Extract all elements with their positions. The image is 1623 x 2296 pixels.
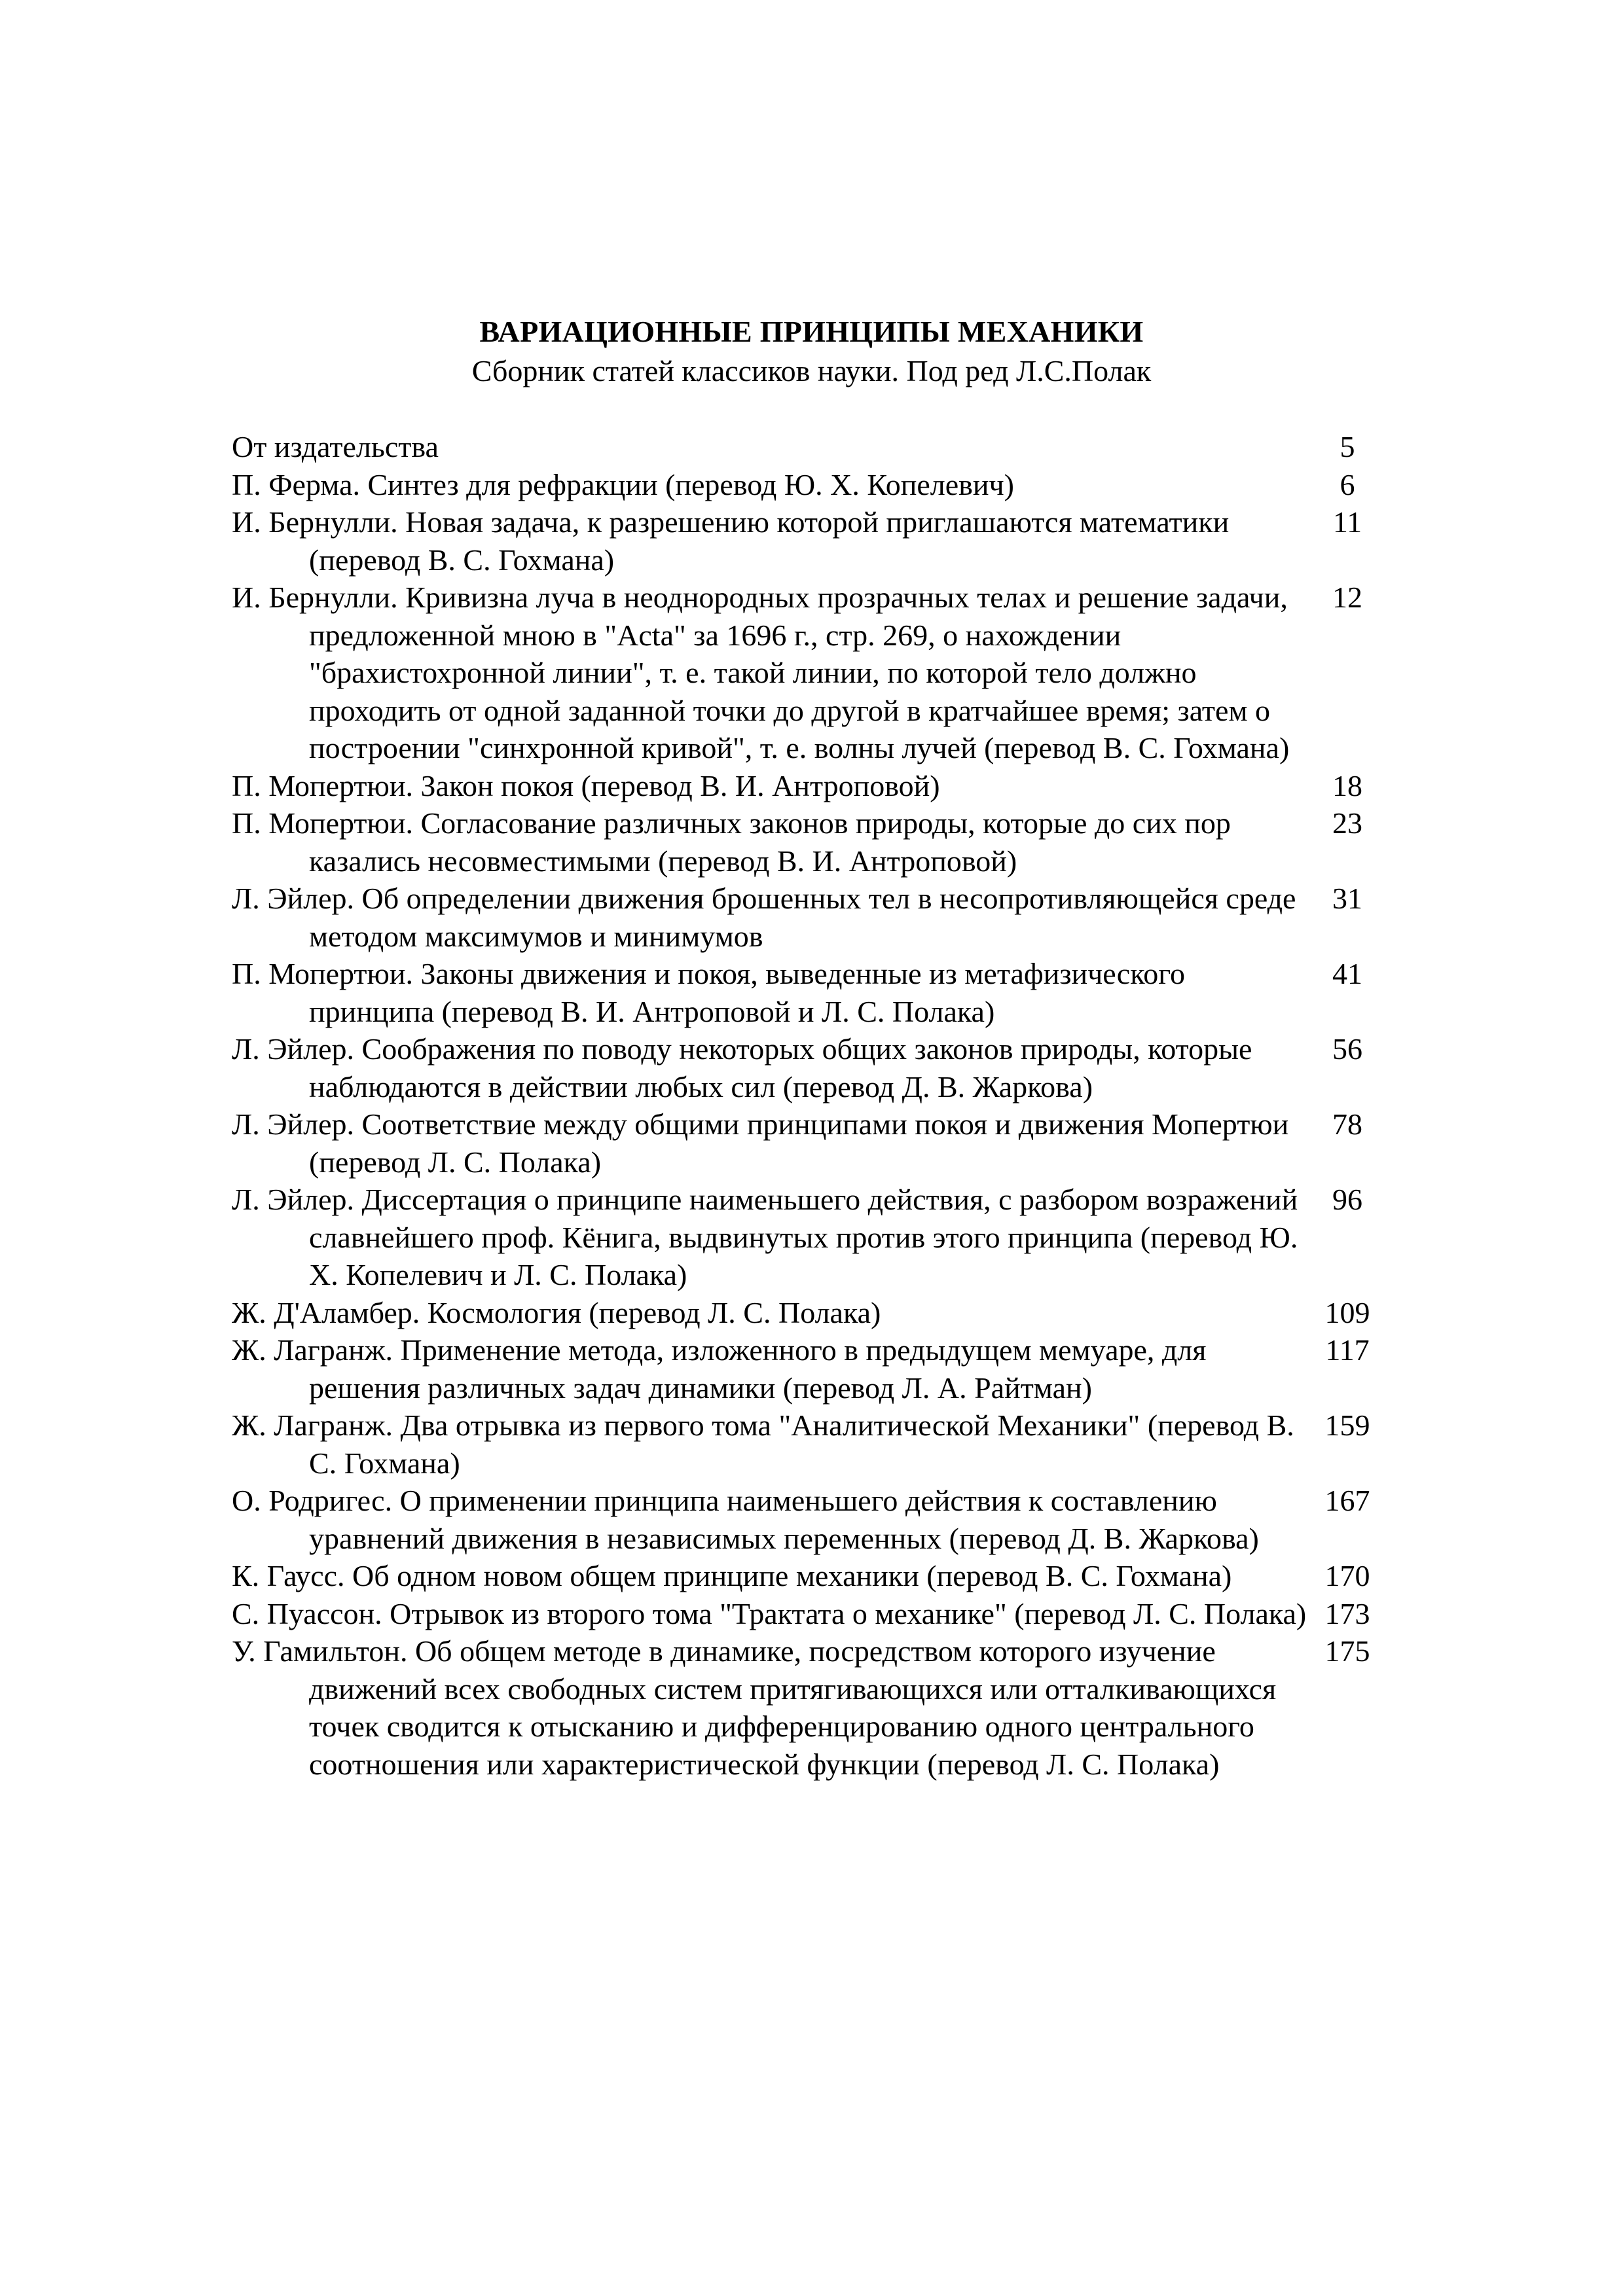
toc-entry-title: И. Бернулли. Новая задача, к разрешению которой приглашаются математики (перевод В. С. Гохмана) [232, 505, 1230, 577]
toc-entry-title: К. Гаусс. Об одном новом общем принципе механики (перевод В. С. Гохмана) [232, 1559, 1232, 1592]
toc-entry-title: Л. Эйлер. Об определении движения брошенных тел в несопротивляющейся среде методом максимумов и минимумов [232, 882, 1296, 953]
toc-entry-page: 173 [1324, 1596, 1370, 1630]
page-subtitle: Сборник статей классиков науки. Под ред Л.С.Полак [471, 354, 1152, 387]
toc-entry-page: 109 [1324, 1295, 1370, 1329]
toc-entry-page: 41 [1332, 957, 1362, 990]
page-title: ВАРИАЦИОННЫЕ ПРИНЦИПЫ МЕХАНИКИ [479, 315, 1144, 348]
toc-entry-page: 56 [1332, 1032, 1362, 1066]
toc-entry-page: 31 [1332, 882, 1362, 915]
toc-entry-title: От издательства [232, 430, 439, 463]
toc-entry-page: 167 [1324, 1484, 1370, 1517]
toc-entry [232, 880, 1388, 955]
toc-entry-title: Ж. Д'Аламбер. Космология (перевод Л. С. Полака) [232, 1295, 881, 1329]
toc-entry-title: П. Ферма. Синтез для рефракции (перевод Ю. Х. Копелевич) [232, 467, 1014, 501]
toc-entry-page: 175 [1324, 1634, 1370, 1668]
toc-entry [232, 1181, 1388, 1294]
toc-entry-title: С. Пуассон. Отрывок из второго тома "Трактата о механике" (перевод Л. С. Полака) [232, 1596, 1307, 1630]
toc-entry [232, 1557, 1388, 1595]
toc-entry-title: П. Мопертюи. Закон покоя (перевод В. И. Антроповой) [232, 768, 940, 802]
toc-entry [232, 1407, 1388, 1482]
toc-entry-title: У. Гамильтон. Об общем методе в динамике, посредством которого изучение движений всех свободных систем притягивающихся или отталкивающихся точек сводится к отысканию и дифференцированию одного центрального соотношения или характеристической функции (перевод Л. С. Полака) [232, 1634, 1277, 1781]
toc-entry-page: 12 [1332, 581, 1362, 614]
toc-entry-title: Л. Эйлер. Соответствие между общими принципами покоя и движения Мопертюи (перевод Л. С. Полака) [232, 1107, 1289, 1179]
toc-entry-title: Л. Эйлер. Соображения по поводу некоторых общих законов природы, которые наблюдаются в действии любых сил (перевод Д. В. Жаркова) [232, 1032, 1252, 1103]
toc-entry-title: Ж. Лагранж. Два отрывка из первого тома "Аналитической Механики" (перевод В. С. Гохмана) [232, 1408, 1294, 1480]
toc-entry-page: 117 [1325, 1333, 1370, 1367]
toc-entry [232, 428, 1388, 466]
toc-entry [232, 1331, 1388, 1407]
toc-entry-page: 23 [1332, 806, 1362, 840]
toc-entry [232, 1030, 1388, 1105]
toc-entry-title: Ж. Лагранж. Применение метода, изложенного в предыдущем мемуаре, для решения различных задач динамики (перевод Л. А. Райтман) [232, 1333, 1207, 1405]
toc-entry-page: 159 [1324, 1408, 1370, 1442]
toc-entry [232, 804, 1388, 880]
toc-entry-page: 170 [1324, 1559, 1370, 1592]
toc-entry-page: 96 [1332, 1183, 1362, 1216]
toc-entry-page: 78 [1332, 1107, 1362, 1141]
toc-entry [232, 503, 1388, 579]
toc-entry-title: И. Бернулли. Кривизна луча в неоднородных прозрачных телах и решение задачи, предложенной мною в "Acta" за 1696 г., стр. 269, о нахождении "брахистохронной линии", т. е. такой линии, по которой тело должно проходить от одной заданной точки до другой в кратчайшее время; затем о построении "синхронной кривой", т. е. волны лучей (перевод В. С. Гохмана) [232, 581, 1290, 764]
toc-entry [232, 579, 1388, 767]
table-of-contents [232, 428, 1388, 1783]
toc-entry [232, 1482, 1388, 1557]
toc-entry [232, 1595, 1388, 1633]
toc-entry-title: О. Родригес. О применении принципа наименьшего действия к составлению уравнений движения в независимых переменных (перевод Д. В. Жаркова) [232, 1484, 1259, 1555]
toc-entry [232, 955, 1388, 1030]
toc-entry-page: 18 [1332, 768, 1362, 802]
toc-entry-page: 5 [1340, 430, 1355, 463]
toc-entry-title: Л. Эйлер. Диссертация о принципе наименьшего действия, с разбором возражений славнейшего проф. Кёнига, выдвинутых против этого принципа (перевод Ю. Х. Копелевич и Л. С. Полака) [232, 1183, 1298, 1291]
toc-entry [232, 767, 1388, 805]
toc-entry [232, 1105, 1388, 1181]
toc-entry [232, 1294, 1388, 1332]
toc-entry-page: 6 [1340, 467, 1355, 501]
toc-entry-title: П. Мопертюи. Согласование различных законов природы, которые до сих пор казались несовместимыми (перевод В. И. Антроповой) [232, 806, 1231, 878]
toc-entry [232, 1632, 1388, 1783]
toc-entry [232, 466, 1388, 504]
toc-entry-page: 11 [1332, 505, 1362, 539]
toc-entry-title: П. Мопертюи. Законы движения и покоя, выведенные из метафизического принципа (перевод В. И. Антроповой и Л. С. Полака) [232, 957, 1185, 1028]
